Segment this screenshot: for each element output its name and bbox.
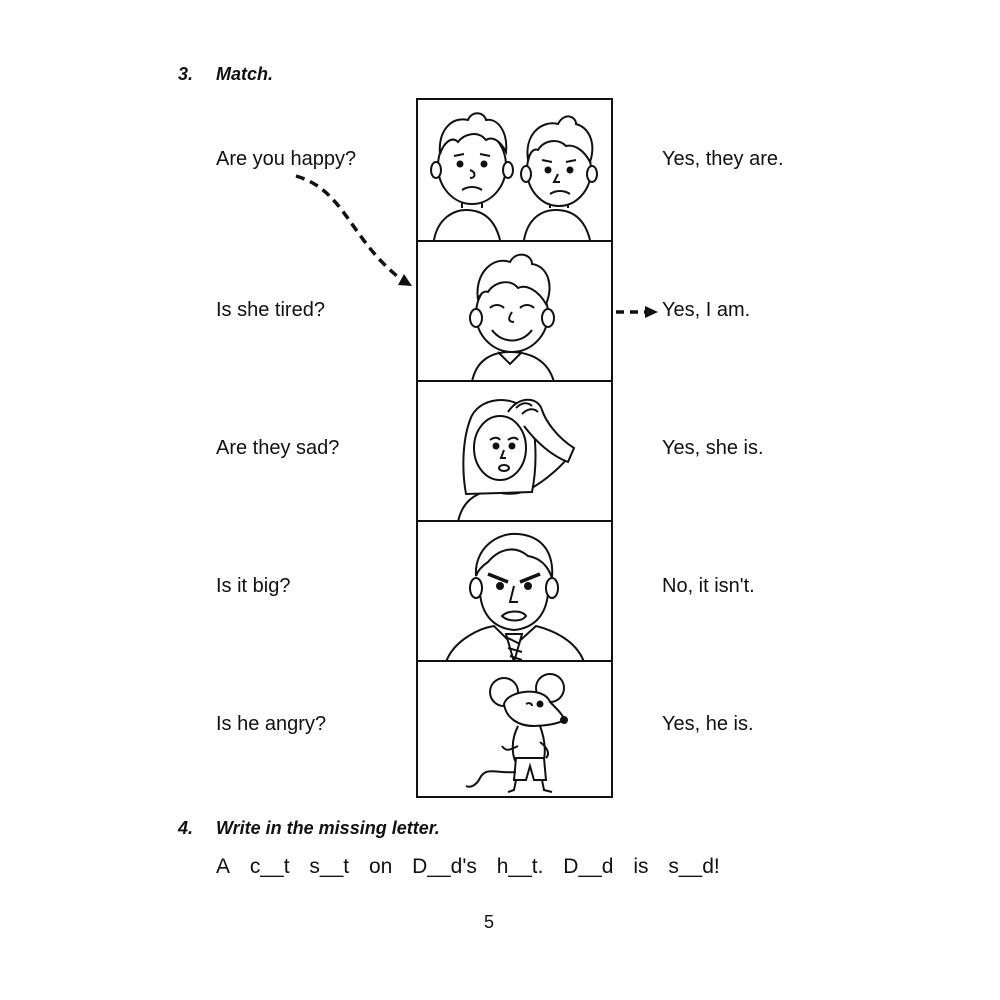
- missing-letter-sentence: [216, 855, 734, 879]
- word-7[interactable]: D__d: [563, 855, 614, 878]
- answer-5: Yes, he is.: [662, 713, 754, 735]
- word-4: on: [368, 855, 393, 878]
- example-arrow-left: [296, 176, 412, 286]
- word-5[interactable]: D__d's: [412, 855, 477, 878]
- happy-boy-illustration: [470, 255, 554, 382]
- answer-3: Yes, she is.: [662, 437, 764, 459]
- exercise-4-title: Write in the missing letter.: [216, 818, 440, 838]
- exercise-4-number: 4.: [178, 818, 194, 838]
- exercise-3-title: Match.: [216, 64, 274, 84]
- picture-happy-boy: [418, 240, 611, 382]
- question-3: Are they sad?: [216, 437, 340, 459]
- answer-2: Yes, I am.: [662, 299, 751, 321]
- word-2[interactable]: c__t: [249, 855, 290, 878]
- picture-column: [416, 98, 613, 798]
- answer-1: Yes, they are.: [662, 148, 784, 170]
- word-1: A: [216, 855, 231, 878]
- boy-left-illustration: [431, 113, 513, 240]
- question-5: Is he angry?: [216, 713, 327, 735]
- page-number: 5: [484, 912, 495, 932]
- tired-girl-illustration: [458, 400, 574, 522]
- picture-mouse: [418, 660, 611, 802]
- word-9[interactable]: s__d!: [668, 855, 720, 878]
- boy-right-illustration: [521, 116, 597, 240]
- question-2: Is she tired?: [216, 299, 325, 321]
- word-6[interactable]: h__t.: [496, 855, 544, 878]
- exercise-3-number: 3.: [178, 64, 194, 84]
- example-arrow-right: [616, 306, 658, 318]
- question-4: Is it big?: [216, 575, 291, 597]
- picture-two-sad-boys: [418, 100, 611, 240]
- angry-man-illustration: [446, 534, 584, 662]
- word-8: is: [633, 855, 649, 878]
- picture-tired-girl: [418, 380, 611, 522]
- mouse-illustration: [466, 674, 567, 792]
- question-1: Are you happy?: [216, 148, 357, 170]
- answer-4: No, it isn't.: [662, 575, 755, 597]
- word-3[interactable]: s__t: [309, 855, 350, 878]
- picture-angry-man: [418, 520, 611, 662]
